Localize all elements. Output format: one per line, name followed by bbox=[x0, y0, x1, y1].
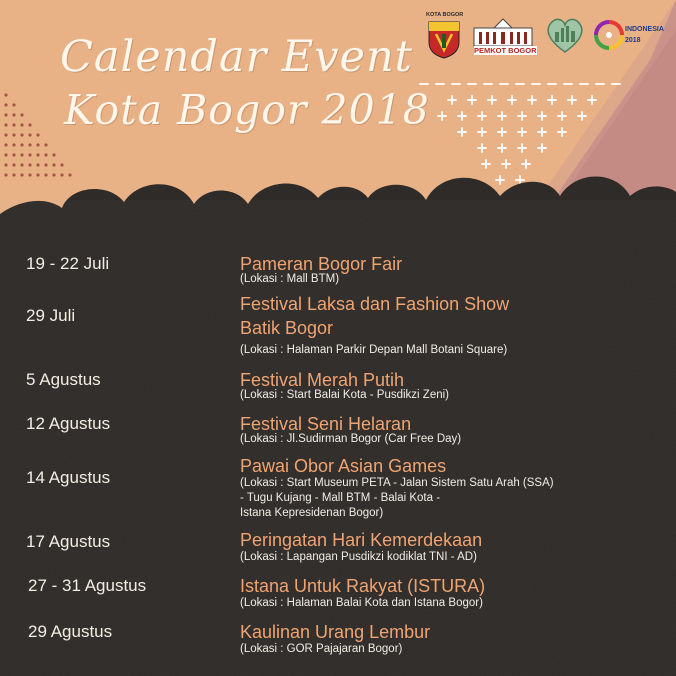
event-name: Pameran Bogor Fair bbox=[240, 254, 403, 274]
title-line-2: Kota Bogor 2018 bbox=[64, 86, 430, 134]
left-dot-triangle bbox=[4, 93, 71, 176]
title-line-1: Calendar Event bbox=[60, 32, 413, 82]
event-location: (Lokasi : Lapangan Pusdikzi kodiklat TNI - AD) bbox=[240, 551, 477, 563]
event-date: 5 Agustus bbox=[26, 370, 101, 389]
event-date: 17 Agustus bbox=[26, 532, 111, 551]
kota-bogor-crest-icon bbox=[426, 12, 462, 58]
event-name-line-1: Festival Laksa dan Fashion Show bbox=[240, 294, 510, 314]
event-date: 14 Agustus bbox=[26, 468, 111, 487]
asian-games-label: INDONESIA 2018 bbox=[625, 26, 664, 44]
pemkot-bogor-building-icon bbox=[472, 12, 537, 58]
sponsor-logos bbox=[426, 12, 671, 58]
event-name: Festival Merah Putih bbox=[240, 370, 405, 390]
event-location: (Lokasi : Start Balai Kota - Pusdikzi Zeni) bbox=[240, 389, 449, 401]
event-name: Istana Untuk Rakyat (ISTURA) bbox=[240, 576, 486, 596]
event-name: Peringatan Hari Kemerdekaan bbox=[240, 530, 483, 550]
crest-label: KOTA BOGOR bbox=[426, 12, 464, 18]
event-location: (Lokasi : Halaman Balai Kota dan Istana Bogor) bbox=[240, 597, 483, 609]
event-location-line-2: - Tugu Kujang - Mall BTM - Balai Kota - bbox=[240, 492, 441, 504]
event-name-line-2: Batik Bogor bbox=[240, 318, 334, 338]
event-location: (Lokasi : GOR Pajajaran Bogor) bbox=[240, 643, 403, 655]
event-name: Festival Seni Helaran bbox=[240, 414, 412, 434]
event-date: 29 Agustus bbox=[28, 622, 113, 641]
asian-games-indonesia-icon bbox=[594, 12, 671, 58]
event-date: 12 Agustus bbox=[26, 414, 111, 433]
event-date: 27 - 31 Agustus bbox=[28, 576, 147, 595]
heart-city-icon bbox=[544, 12, 586, 58]
event-date: 29 Juli bbox=[26, 306, 76, 325]
event-location-line-1: (Lokasi : Start Museum PETA - Jalan Sistem Satu Arah (SSA) bbox=[240, 477, 554, 489]
event-date: 19 - 22 Juli bbox=[26, 254, 110, 273]
event-location: (Lokasi : Mall BTM) bbox=[240, 273, 340, 285]
event-location: (Lokasi : Jl.Sudirman Bogor (Car Free Day) bbox=[240, 433, 462, 445]
event-name: Pawai Obor Asian Games bbox=[240, 456, 447, 476]
pemkot-label: PEMKOT BOGOR bbox=[474, 46, 537, 55]
event-location: (Lokasi : Halaman Parkir Depan Mall Botani Square) bbox=[240, 344, 508, 356]
event-name: Kaulinan Urang Lembur bbox=[240, 622, 431, 642]
event-location-line-3: Istana Kepresidenan Bogor) bbox=[240, 507, 384, 519]
